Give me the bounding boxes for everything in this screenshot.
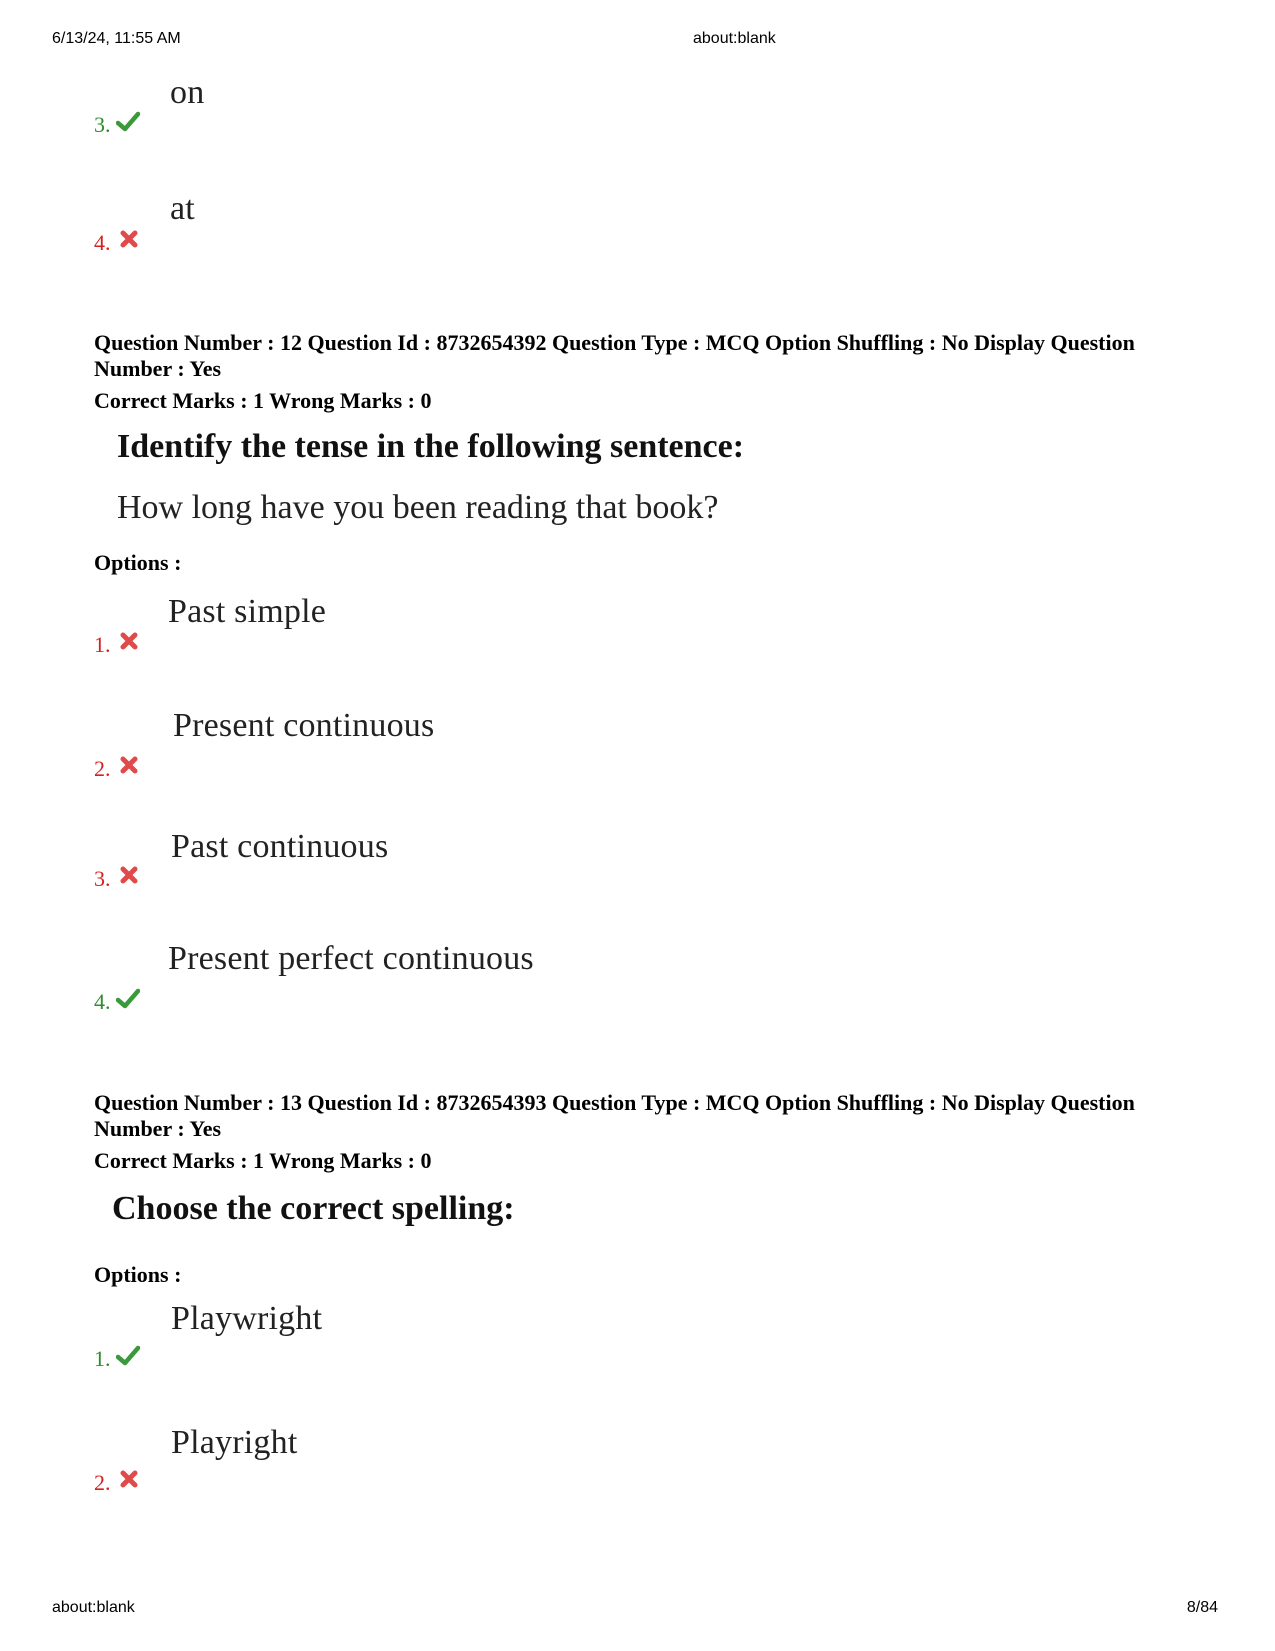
option-number: 4. <box>94 230 111 255</box>
option-number: 1. <box>94 1346 111 1371</box>
options-label: Options : <box>94 1262 182 1287</box>
print-header-url: about:blank <box>693 30 776 47</box>
print-header-datetime: 6/13/24, 11:55 AM <box>52 30 181 47</box>
option-text: Playwright <box>171 1300 323 1337</box>
option-number: 4. <box>94 989 111 1014</box>
options-label: Options : <box>94 550 182 575</box>
question-meta: Question Number : 13 Question Id : 8732654393 Question Type : MCQ Option Shuffling : No Display Question Number : Yes <box>94 1090 1135 1141</box>
question-marks: Correct Marks : 1 Wrong Marks : 0 <box>94 388 432 413</box>
question-prompt: Identify the tense in the following sentence: <box>117 428 745 465</box>
option-number: 2. <box>94 756 111 781</box>
option-text: Past simple <box>168 593 327 630</box>
cross-icon <box>118 631 142 653</box>
question-marks: Correct Marks : 1 Wrong Marks : 0 <box>94 1148 432 1173</box>
option-text: Present perfect continuous <box>168 940 534 977</box>
option-number: 3. <box>94 112 111 137</box>
option-text: Present continuous <box>173 707 435 744</box>
question-prompt: Choose the correct spelling: <box>112 1190 515 1227</box>
option-text: on <box>170 74 205 111</box>
print-footer-url: about:blank <box>52 1599 135 1616</box>
question-sentence: How long have you been reading that book? <box>117 489 719 526</box>
check-icon <box>116 988 140 1010</box>
cross-icon <box>118 229 142 251</box>
cross-icon <box>118 1469 142 1491</box>
cross-icon <box>118 755 142 777</box>
option-number: 2. <box>94 1470 111 1495</box>
option-text: Past continuous <box>171 828 389 865</box>
option-number: 1. <box>94 632 111 657</box>
option-text: at <box>170 190 195 227</box>
question-meta: Question Number : 12 Question Id : 8732654392 Question Type : MCQ Option Shuffling : No Display Question Number : Yes <box>94 330 1135 381</box>
check-icon <box>116 1345 140 1367</box>
check-icon <box>116 111 140 133</box>
cross-icon <box>118 865 142 887</box>
option-number: 3. <box>94 866 111 891</box>
print-footer-page-number: 8/84 <box>1186 1599 1218 1616</box>
option-text: Playright <box>171 1424 298 1461</box>
